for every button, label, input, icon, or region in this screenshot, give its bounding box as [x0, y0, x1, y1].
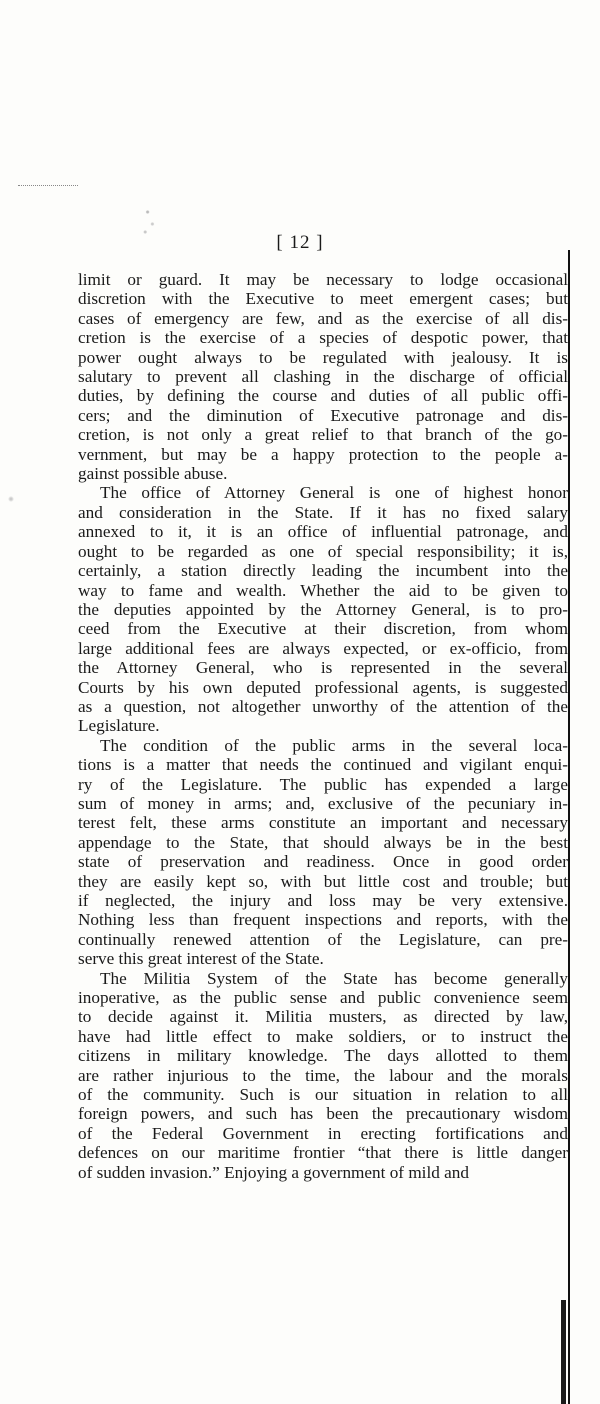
text-line: duties, by defining the course and duties of all public offi-: [78, 386, 568, 406]
text-line: to decide against it. Militia musters, as directed by law,: [78, 1007, 568, 1027]
page-number: [ 12 ]: [276, 232, 324, 253]
text-line: they are easily kept so, with but little cost and trouble; but: [78, 871, 568, 891]
text-line: and consideration in the State. If it has no fixed salary: [78, 502, 568, 522]
scan-artifact: [18, 185, 78, 188]
text-line: annexed to it, it is an office of influential patronage, and: [78, 522, 568, 542]
text-line: ought to be regarded as one of special responsibility; it is,: [78, 541, 568, 561]
text-line: vernment, but may be a happy protection to the people a-: [78, 444, 568, 464]
text-line: sum of money in arms; and, exclusive of the pecuniary in-: [78, 793, 568, 813]
text-line: certainly, a station directly leading the incumbent into the: [78, 561, 568, 581]
text-line: cretion is the exercise of a species of despotic power, that: [78, 328, 568, 348]
text-line: appendage to the State, that should always be in the best: [78, 832, 568, 852]
text-line: ceed from the Executive at their discretion, from whom: [78, 619, 568, 639]
text-line: way to fame and wealth. Whether the aid to be given to: [78, 580, 568, 600]
scan-artifact: [2, 488, 20, 510]
text-line: tions is a matter that needs the continued and vigilant enqui-: [78, 755, 568, 775]
text-line: gainst possible abuse.: [78, 464, 228, 484]
paragraph: [78, 736, 568, 969]
text-line: large additional fees are always expected, or ex-officio, from: [78, 638, 568, 658]
text-line: discretion with the Executive to meet emergent cases; but: [78, 289, 568, 309]
binding-edge: [568, 250, 570, 1404]
text-line: have had little effect to make soldiers, or to instruct the: [78, 1026, 568, 1046]
text-line: cretion, is not only a great relief to that branch of the go-: [78, 425, 568, 445]
text-line: terest felt, these arms constitute an important and necessary: [78, 813, 568, 833]
body-text: [78, 270, 568, 1182]
paragraph: [78, 969, 568, 1182]
text-line: inoperative, as the public sense and public convenience seem: [78, 988, 568, 1008]
text-line: cers; and the diminution of Executive patronage and dis-: [78, 405, 568, 425]
text-line: defences on our maritime frontier “that there is little danger: [78, 1143, 568, 1163]
text-line: are rather injurious to the time, the labour and the morals: [78, 1065, 568, 1085]
text-line: limit or guard. It may be necessary to lodge occasional: [78, 270, 568, 289]
text-line: if neglected, the injury and loss may be very extensive.: [78, 891, 568, 910]
paragraph: [78, 270, 568, 483]
text-line: state of preservation and readiness. Once in good order: [78, 852, 568, 872]
text-line: ry of the Legislature. The public has expended a large: [78, 774, 568, 794]
text-line: salutary to prevent all clashing in the discharge of official: [78, 367, 568, 387]
text-line: foreign powers, and such has been the precautionary wisdom: [78, 1104, 568, 1124]
text-line: The condition of the public arms in the several loca-: [100, 735, 568, 755]
text-line: The office of Attorney General is one of highest honor: [100, 483, 568, 503]
text-line: the deputies appointed by the Attorney General, is to pro-: [78, 599, 568, 619]
text-line: Courts by his own deputed professional agents, is suggested: [78, 677, 568, 697]
binding-edge: [561, 1300, 566, 1404]
text-line: of sudden invasion.” Enjoying a government of mild and: [78, 1162, 469, 1182]
text-line: power ought always to be regulated with jealousy. It is: [78, 347, 568, 367]
text-line: cases of emergency are few, and as the exercise of all dis-: [78, 308, 568, 328]
text-line: serve this great interest of the State.: [78, 949, 324, 969]
text-line: citizens in military knowledge. The days allotted to them: [78, 1046, 568, 1066]
text-line: of the community. Such is our situation in relation to all: [78, 1085, 568, 1105]
text-line: continually renewed attention of the Legislature, can pre-: [78, 929, 568, 949]
paragraph: [78, 483, 568, 735]
text-line: Nothing less than frequent inspections and reports, with the: [78, 910, 568, 930]
text-line: of the Federal Government in erecting fortifications and: [78, 1123, 568, 1143]
text-line: the Attorney General, who is represented in the several: [78, 658, 568, 678]
text-line: The Militia System of the State has become generally: [100, 968, 568, 988]
text-line: Legislature.: [78, 716, 160, 736]
text-line: as a question, not altogether unworthy of the attention of the: [78, 696, 568, 716]
